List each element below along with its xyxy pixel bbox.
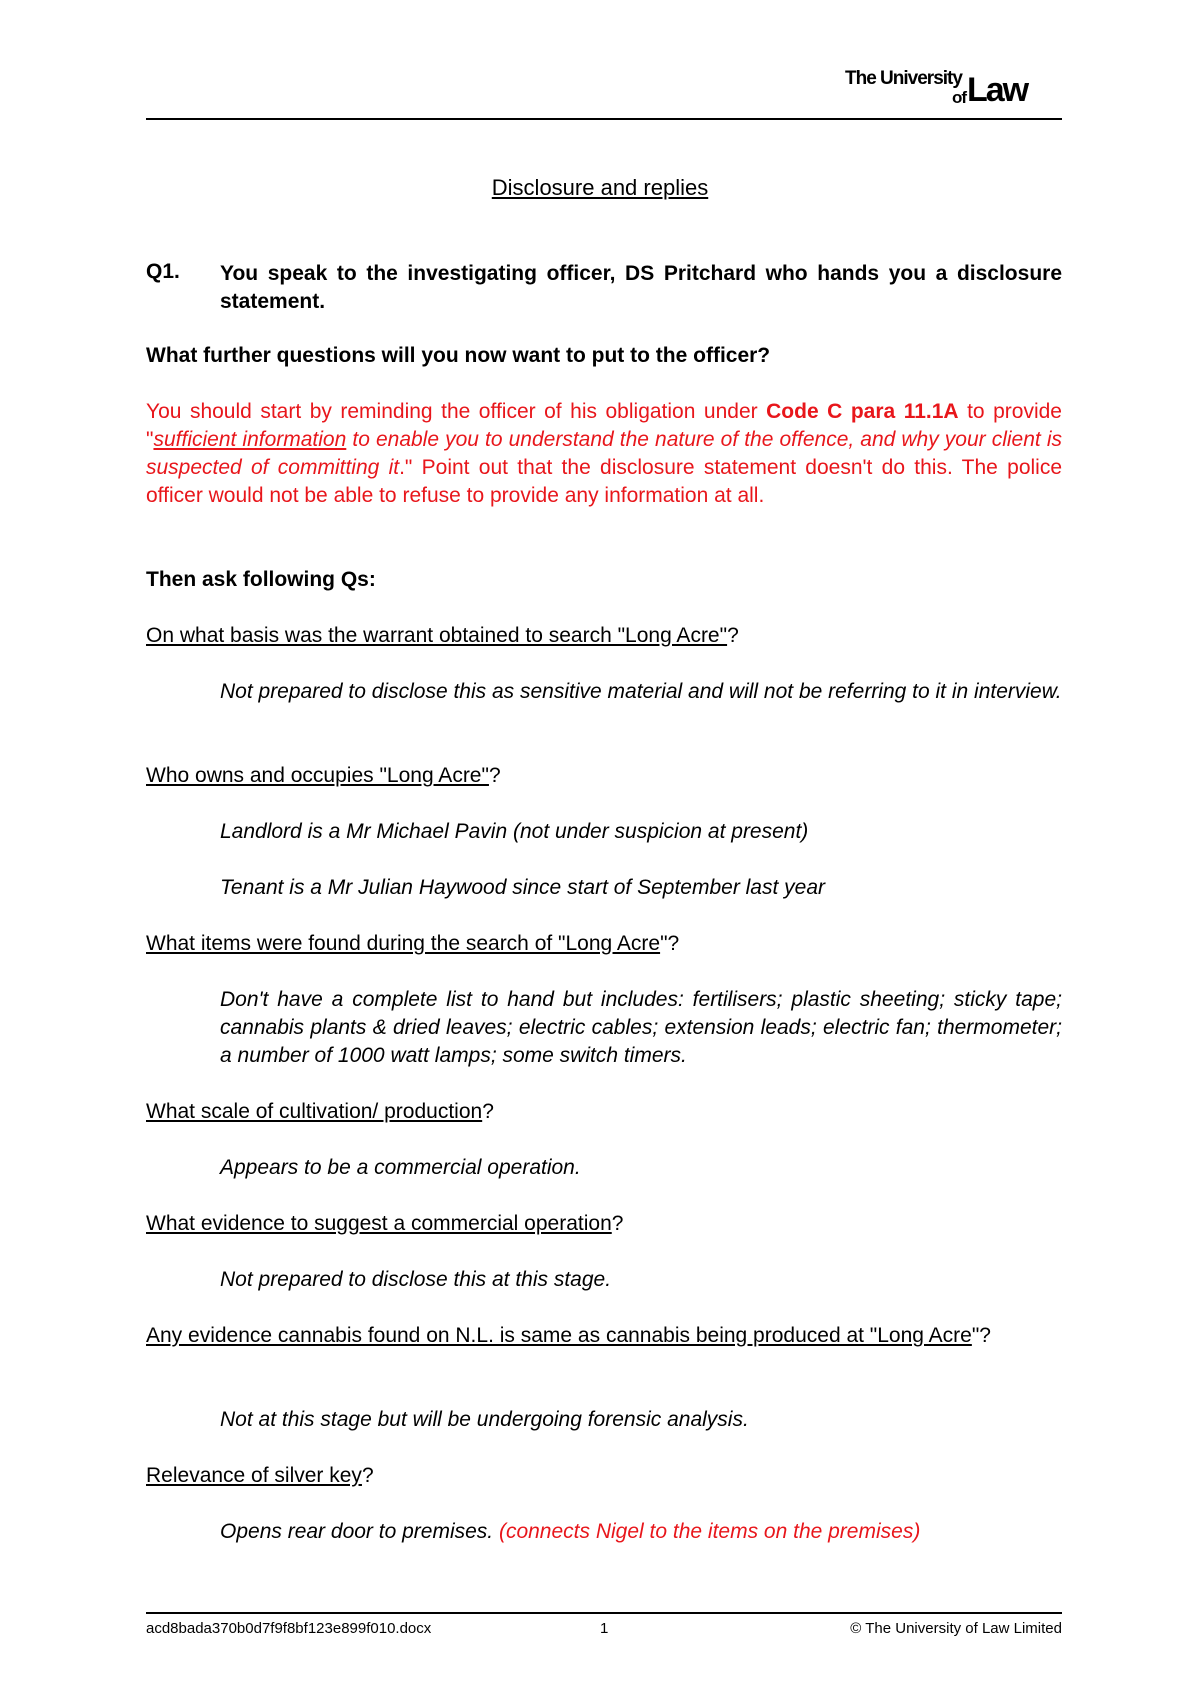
logo-of: of [952, 88, 967, 107]
qa-question-end: "? [660, 932, 680, 955]
guidance-text-2: to provide " [146, 400, 1062, 451]
qa-question [146, 762, 1062, 790]
qa-question [146, 1462, 1062, 1490]
logo-the-university: The University [845, 68, 962, 89]
qa-question [146, 1098, 1062, 1126]
qa-answer [220, 1518, 1062, 1546]
page-title: Disclosure and replies [491, 175, 709, 200]
qa-answer: Not prepared to disclose this as sensitive material and will not be referring to it in interview. [220, 680, 1062, 703]
qa-question-end: ? [727, 624, 739, 647]
qa-question-text: Any evidence cannabis found on N.L. is same as cannabis being produced at "Long Acre [146, 1324, 972, 1347]
qa-question [146, 1210, 1062, 1238]
qa-answer: Don't have a complete list to hand but includes: fertilisers; plastic sheeting; sticky tape; cannabis plants & dried leaves; electric cables; extension leads; electric fan; thermometer; a number of 1000 watt lamps; some switch timers. [220, 988, 1062, 1067]
qa-question [146, 622, 1062, 650]
footer-filename: acd8bada370b0d7f9f8bf123e899f010.docx [146, 1620, 432, 1637]
guidance-text-3: ." Point out that the disclosure statement doesn't do this. The police officer would not be able to refuse to provide any information at all. [146, 456, 1063, 507]
qa-question-text: What scale of cultivation/ production [146, 1100, 483, 1123]
guidance-quote-underlined: sufficient information [153, 428, 347, 451]
qa-question [146, 1322, 1062, 1350]
header-divider [146, 118, 1062, 120]
qa-question-end: ? [611, 1212, 624, 1235]
question-prompt: What further questions will you now want to put to the officer? [146, 344, 771, 367]
footer-divider [146, 1612, 1062, 1614]
qa-question-text: On what basis was the warrant obtained to search "Long Acre" [146, 624, 728, 647]
qa-question-end: ? [361, 1464, 374, 1487]
qa-answer: Appears to be a commercial operation. [220, 1156, 581, 1179]
qa-question-end: ? [488, 764, 501, 787]
logo-law: Law [967, 71, 1028, 109]
footer-page-number: 1 [600, 1620, 609, 1637]
qa-answer-note: (connects Nigel to the items on the premises) [493, 1520, 921, 1543]
question-text: You speak to the investigating officer, DS Pritchard who hands you a disclosure statement. [220, 262, 1062, 313]
university-of-law-logo [845, 65, 1055, 111]
qa-question [146, 930, 1062, 958]
qa-answer: Not at this stage but will be undergoing forensic analysis. [220, 1408, 749, 1431]
qa-question-end: ? [482, 1100, 494, 1123]
guidance-code-reference: Code C para 11.1A [766, 400, 959, 423]
question-number: Q1. [146, 260, 180, 283]
qa-question-end: "? [971, 1324, 991, 1347]
qa-question-text: Who owns and occupies "Long Acre" [146, 764, 489, 787]
guidance-text-1: You should start by reminding the officer of his obligation under [146, 400, 767, 423]
guidance-quote: to enable you to understand the nature of the offence, and why your client is suspected of committing it [146, 428, 1062, 479]
qa-answer-text: Opens rear door to premises. [220, 1520, 494, 1543]
qa-answer: Not prepared to disclose this at this stage. [220, 1268, 612, 1291]
qa-answer: Landlord is a Mr Michael Pavin (not under suspicion at present) [220, 820, 809, 843]
guidance-paragraph [146, 398, 1062, 510]
footer-copyright: © The University of Law Limited [850, 1620, 1062, 1637]
qa-question-text: What evidence to suggest a commercial operation [146, 1212, 612, 1235]
then-ask-heading: Then ask following Qs: [146, 568, 376, 591]
qa-question-text: What items were found during the search of "Long Acre [146, 932, 661, 955]
qa-answer: Tenant is a Mr Julian Haywood since start of September last year [220, 876, 826, 899]
qa-question-text: Relevance of silver key [146, 1464, 362, 1487]
